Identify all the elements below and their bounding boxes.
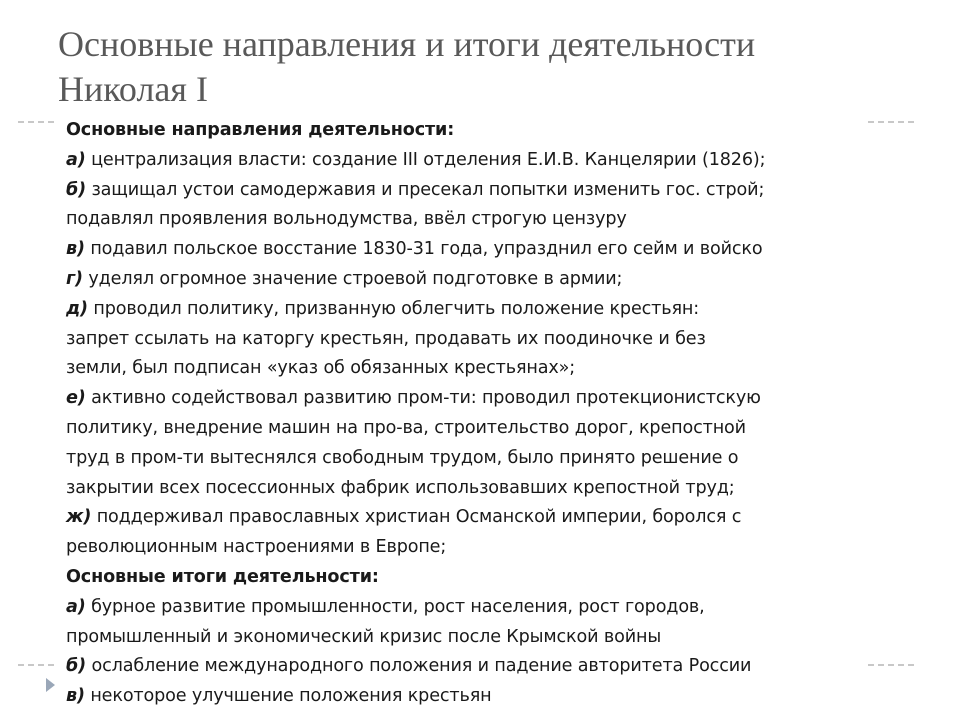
item-letter: д) <box>66 298 88 319</box>
item-text: подавил польское восстание 1830-31 года, упразднил его сейм и войско <box>84 239 763 260</box>
item-letter: ж) <box>66 507 92 528</box>
directions-item-b <box>66 176 946 206</box>
item-letter: б) <box>66 656 87 677</box>
directions-item-zh-continuation: революционным настроениями в Европе; <box>66 537 447 558</box>
directions-heading: Основные направления деятельности: <box>66 120 455 140</box>
item-letter: в) <box>66 239 85 260</box>
slide-body <box>66 116 946 712</box>
directions-item-d-continuation: земли, был подписан «указ об обязанных крестьянах»; <box>66 358 576 379</box>
directions-item-e-continuation: труд в пром-ти вытеснялся свободным трудом, было принято решение о <box>66 447 739 468</box>
item-letter: а) <box>66 596 86 617</box>
slide-title-line-2: Николая I <box>58 69 208 109</box>
dashed-divider-top-left <box>18 121 54 123</box>
item-text: ослабление международного положения и падение авторитета России <box>86 656 752 677</box>
item-text: бурное развитие промышленности, рост населения, рост городов, <box>85 596 705 617</box>
item-text: проводил политику, призванную облегчить положение крестьян: <box>87 298 700 319</box>
directions-item-e-continuation: политику, внедрение машин на про-ва, строительство дорог, крепостной <box>66 417 746 438</box>
results-item-a-continuation: промышленный и экономический кризис после Крымской войны <box>66 626 662 647</box>
results-item-a <box>66 593 946 623</box>
directions-item-v <box>66 235 946 265</box>
directions-item-b-continuation: подавлял проявления вольнодумства, ввёл строгую цензуру <box>66 209 627 230</box>
dashed-divider-bottom-left <box>18 664 54 666</box>
slide-title <box>58 22 918 112</box>
item-text: некоторое улучшение положения крестьян <box>84 686 492 707</box>
results-item-v <box>66 682 946 712</box>
triangle-bullet-icon <box>46 678 55 692</box>
item-text: уделял огромное значение строевой подготовке в армии; <box>82 268 623 289</box>
item-text: централизация власти: создание III отделения Е.И.В. Канцелярии (1826); <box>85 149 766 170</box>
directions-item-zh <box>66 503 946 533</box>
directions-item-a <box>66 146 946 176</box>
item-text: поддерживал православных христиан Османской империи, боролся с <box>91 507 742 528</box>
directions-item-g <box>66 265 946 295</box>
item-text: защищал устои самодержавия и пресекал попытки изменить гос. строй; <box>86 179 765 200</box>
results-heading: Основные итоги деятельности: <box>66 566 379 587</box>
directions-item-d-continuation: запрет ссылать на каторгу крестьян, продавать их поодиночке и без <box>66 328 706 349</box>
directions-item-d <box>66 295 946 325</box>
directions-item-e <box>66 384 946 414</box>
results-item-b <box>66 652 946 682</box>
directions-item-e-continuation: закрытии всех посессионных фабрик использовавших крепостной труд; <box>66 477 735 498</box>
item-letter: б) <box>66 179 87 200</box>
item-letter: г) <box>66 268 83 289</box>
slide-title-line-1: Основные направления и итоги деятельности <box>58 24 756 64</box>
item-letter: а) <box>66 149 86 170</box>
item-text: активно содействовал развитию пром-ти: проводил протекционистскую <box>85 388 761 409</box>
item-letter: е) <box>66 388 86 409</box>
item-letter: в) <box>66 686 85 707</box>
